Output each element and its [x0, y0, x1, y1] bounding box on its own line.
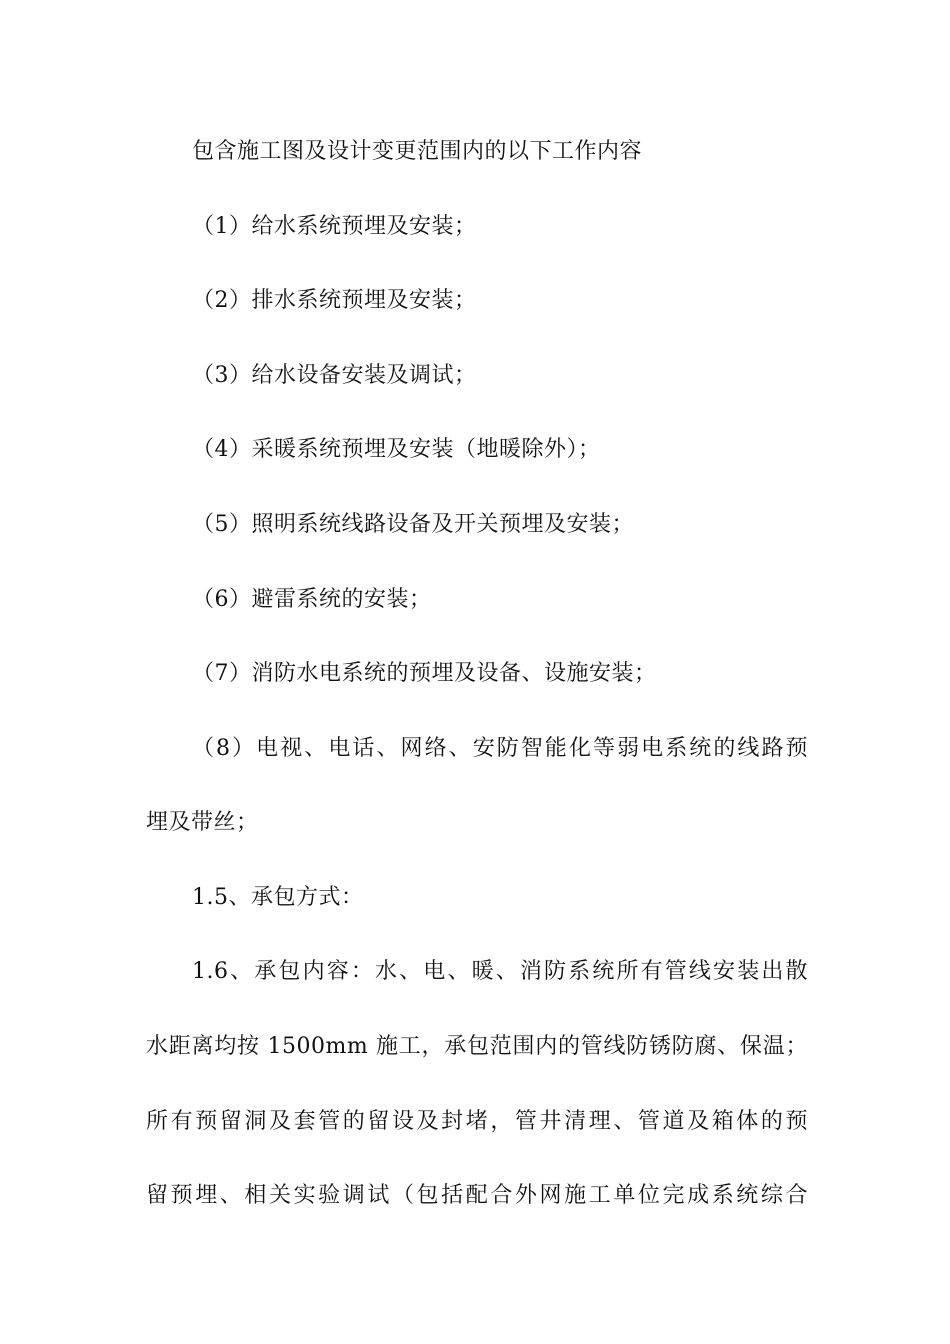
list-item-8-line-1: （8）电视、电话、网络、安防智能化等弱电系统的线路预: [192, 736, 808, 761]
list-item-4: （4）采暖系统预埋及安装（地暖除外）；: [192, 437, 601, 462]
section-1-6-line-2: 水距离均按 1500mm 施工，承包范围内的管线防锈防腐、保温；: [146, 1034, 808, 1059]
list-item-2: （2）排水系统预埋及安装；: [192, 288, 477, 313]
list-item-1: （1）给水系统预埋及安装；: [192, 214, 477, 239]
section-1-6-line-3: 所有预留洞及套管的留设及封堵，管井清理、管道及箱体的预: [146, 1109, 808, 1134]
list-item-6: （6）避雷系统的安装；: [192, 587, 432, 612]
list-item-5: （5）照明系统线路设备及开关预埋及安装；: [192, 512, 634, 537]
section-1-6-line-1: 1.6、承包内容：水、电、暖、消防系统所有管线安装出散: [192, 959, 808, 984]
list-item-8-line-2: 埋及带丝；: [146, 810, 259, 835]
paragraph-scope-intro: 包含施工图及设计变更范围内的以下工作内容: [192, 139, 643, 164]
section-heading-1-5: 1.5、承包方式：: [192, 885, 364, 910]
section-1-6-line-4: 留预埋、相关实验调试（包括配合外网施工单位完成系统综合: [146, 1183, 808, 1208]
list-item-7: （7）消防水电系统的预埋及设备、设施安装；: [192, 661, 657, 686]
list-item-3: （3）给水设备安装及调试；: [192, 363, 477, 388]
